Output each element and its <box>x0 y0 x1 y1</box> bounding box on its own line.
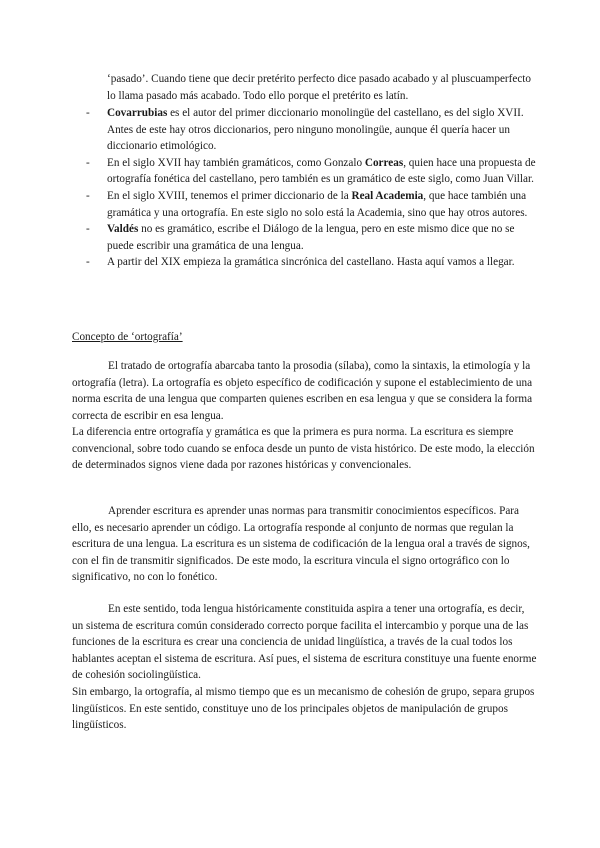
list-item-text: , que hace también una gramática y una ortografía. En este siglo no solo está la Academia, sino que hay otros autores. <box>107 189 528 219</box>
bullet-dash: - <box>86 223 90 236</box>
bullet-dash: - <box>86 156 90 169</box>
continuation-paragraph: ‘pasado’. Cuando tiene que decir pretérito perfecto dice pasado acabado y al pluscuamperfecto lo llama pasado más acabado. Todo ello porque el pretérito es latín. <box>107 73 531 102</box>
list-item <box>72 105 537 155</box>
bold-term: Real Academia <box>351 189 424 202</box>
list-item-text: En el siglo XVIII, tenemos el primer diccionario de la <box>107 189 352 202</box>
body-paragraph: Sin embargo, la ortografía, al mismo tiempo que es un mecanismo de cohesión de grupo, separa grupos lingüísticos. En este sentido, constituye uno de los principales objetos de manipulación de grupos lingüísticos. <box>72 686 535 732</box>
bold-term: Covarrubias <box>107 107 168 119</box>
bullet-list <box>72 105 537 271</box>
list-item-text: es el autor del primer diccionario monolingüe del castellano, es del siglo XVII. Antes de este hay otros diccionarios, pero ninguno monolingüe, aunque él quería hacer un diccionario etimológico. <box>107 107 524 153</box>
body-paragraph: La diferencia entre ortografía y gramática es que la primera es pura norma. La escritura es siempre convencional, sobre todo cuando se enfoca desde un punto de vista histórico. De este modo, la elección de determinados signos viene dada por razones históricas y convencionales. <box>72 426 535 472</box>
body-paragraph: El tratado de ortografía abarcaba tanto la prosodia (sílaba), como la sintaxis, la etimología y la ortografía (letra). La ortografía es objeto específico de codificación y supone el establecimiento de una norma escrita de una lengua que comparten quienes escriben en esa lengua y que se considera la forma correcta de escribir en esa lengua. <box>72 360 533 422</box>
list-item-text: A partir del XIX empieza la gramática sincrónica del castellano. Hasta aquí vamos a llegar. <box>107 256 515 269</box>
list-item-text: no es gramático, escribe el Diálogo de la lengua, pero en este mismo dice que no se puede escribir una gramática de una lengua. <box>107 223 515 252</box>
bullet-dash: - <box>86 256 90 269</box>
list-item <box>72 254 537 271</box>
list-item-text: En el siglo XVII hay también gramáticos, como Gonzalo <box>107 156 365 169</box>
list-item <box>72 221 537 254</box>
body-paragraph: Aprender escritura es aprender unas normas para transmitir conocimientos específicos. Para ello, es necesario aprender un código. La ortografía responde al conjunto de normas que regulan la escritura de una lengua. La escritura es un sistema de codificación de la lengua oral a través de signos, con el fin de transmitir significados. De este modo, la escritura vincula el signo ortográfico con lo significativo, no con lo fonético. <box>72 505 530 584</box>
list-item-text: , quien hace una propuesta de ortografía fonética del castellano, pero también es un gramático de este siglo, como Juan Villar. <box>107 156 536 186</box>
bold-term: Valdés <box>107 223 139 236</box>
bullet-dash: - <box>86 189 90 202</box>
body-paragraph: En este sentido, toda lengua históricamente constituida aspira a tener una ortografía, es decir, un sistema de escritura común considerado correcto porque facilita el intercambio y porque una de las funciones de la escritura es crear una conciencia de unidad lingüística, a través de la cual todos los hablantes aceptan el sistema de escritura. Así pues, el sistema de escritura constituye una fuente enorme de cohesión sociolingüística. <box>72 603 537 682</box>
bullet-dash: - <box>86 107 90 119</box>
bold-term: Correas <box>364 156 404 169</box>
list-item <box>72 155 537 188</box>
section-heading: Concepto de ‘ortografía’ <box>72 331 183 343</box>
list-item <box>72 188 537 221</box>
